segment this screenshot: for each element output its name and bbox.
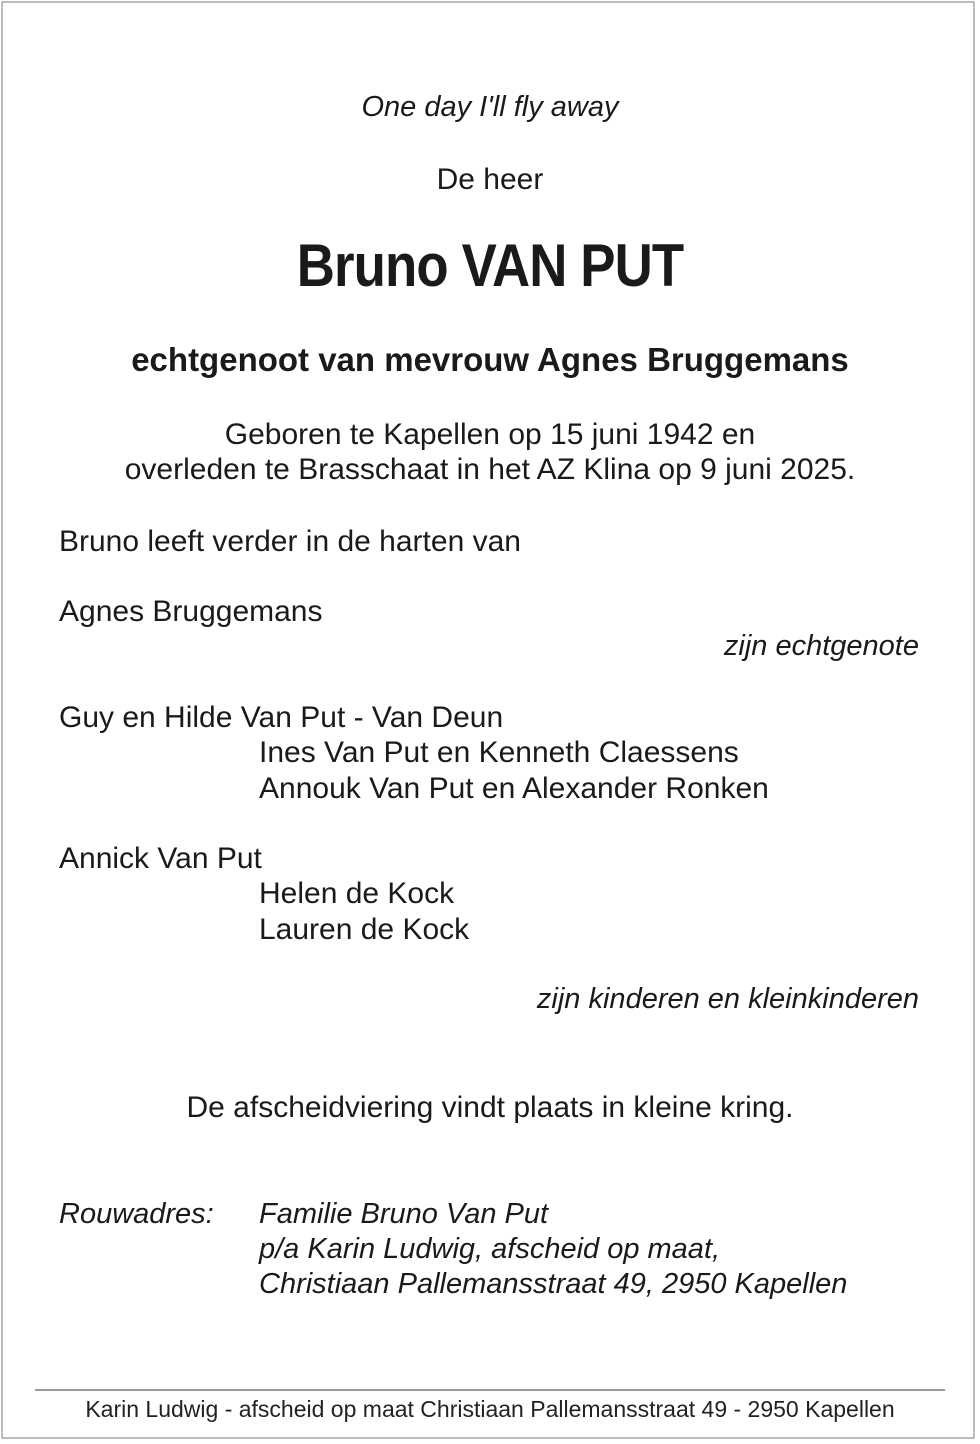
death-line: overleden te Brasschaat in het AZ Klina op 9 juni 2025.	[124, 453, 856, 486]
address-label: Rouwadres:	[59, 1198, 214, 1230]
footer-divider	[35, 1389, 945, 1391]
salutation: De heer	[436, 163, 544, 196]
motto: One day I'll fly away	[361, 91, 619, 123]
birth-line: Geboren te Kapellen op 15 juni 1942 en	[224, 418, 756, 451]
family-parents: Annick Van Put	[59, 842, 262, 875]
grandchild-line: Lauren de Kock	[259, 913, 470, 946]
address-line: Christiaan Pallemansstraat 49, 2950 Kapellen	[259, 1268, 848, 1300]
grandchild-line: Ines Van Put en Kenneth Claessens	[259, 736, 739, 769]
family-parents: Guy en Hilde Van Put - Van Deun	[59, 701, 504, 734]
address-line: p/a Karin Ludwig, afscheid op maat,	[259, 1233, 721, 1265]
grandchild-line: Annouk Van Put en Alexander Ronken	[259, 772, 769, 805]
spouse-name: Agnes Bruggemans	[59, 595, 323, 628]
spouse-line: echtgenoot van mevrouw Agnes Bruggemans	[131, 341, 849, 378]
address-line: Familie Bruno Van Put	[259, 1198, 549, 1230]
deceased-name: Bruno VAN PUT	[296, 232, 684, 299]
spouse-relation: zijn echtgenote	[723, 630, 919, 662]
ceremony-note: De afscheidviering vindt plaats in kleine kring.	[186, 1091, 794, 1124]
children-relation: zijn kinderen en kleinkinderen	[536, 983, 919, 1015]
intro-line: Bruno leeft verder in de harten van	[59, 525, 521, 558]
footer-text: Karin Ludwig - afscheid op maat Christiaan Pallemansstraat 49 - 2950 Kapellen	[85, 1396, 895, 1422]
grandchild-line: Helen de Kock	[259, 877, 455, 910]
